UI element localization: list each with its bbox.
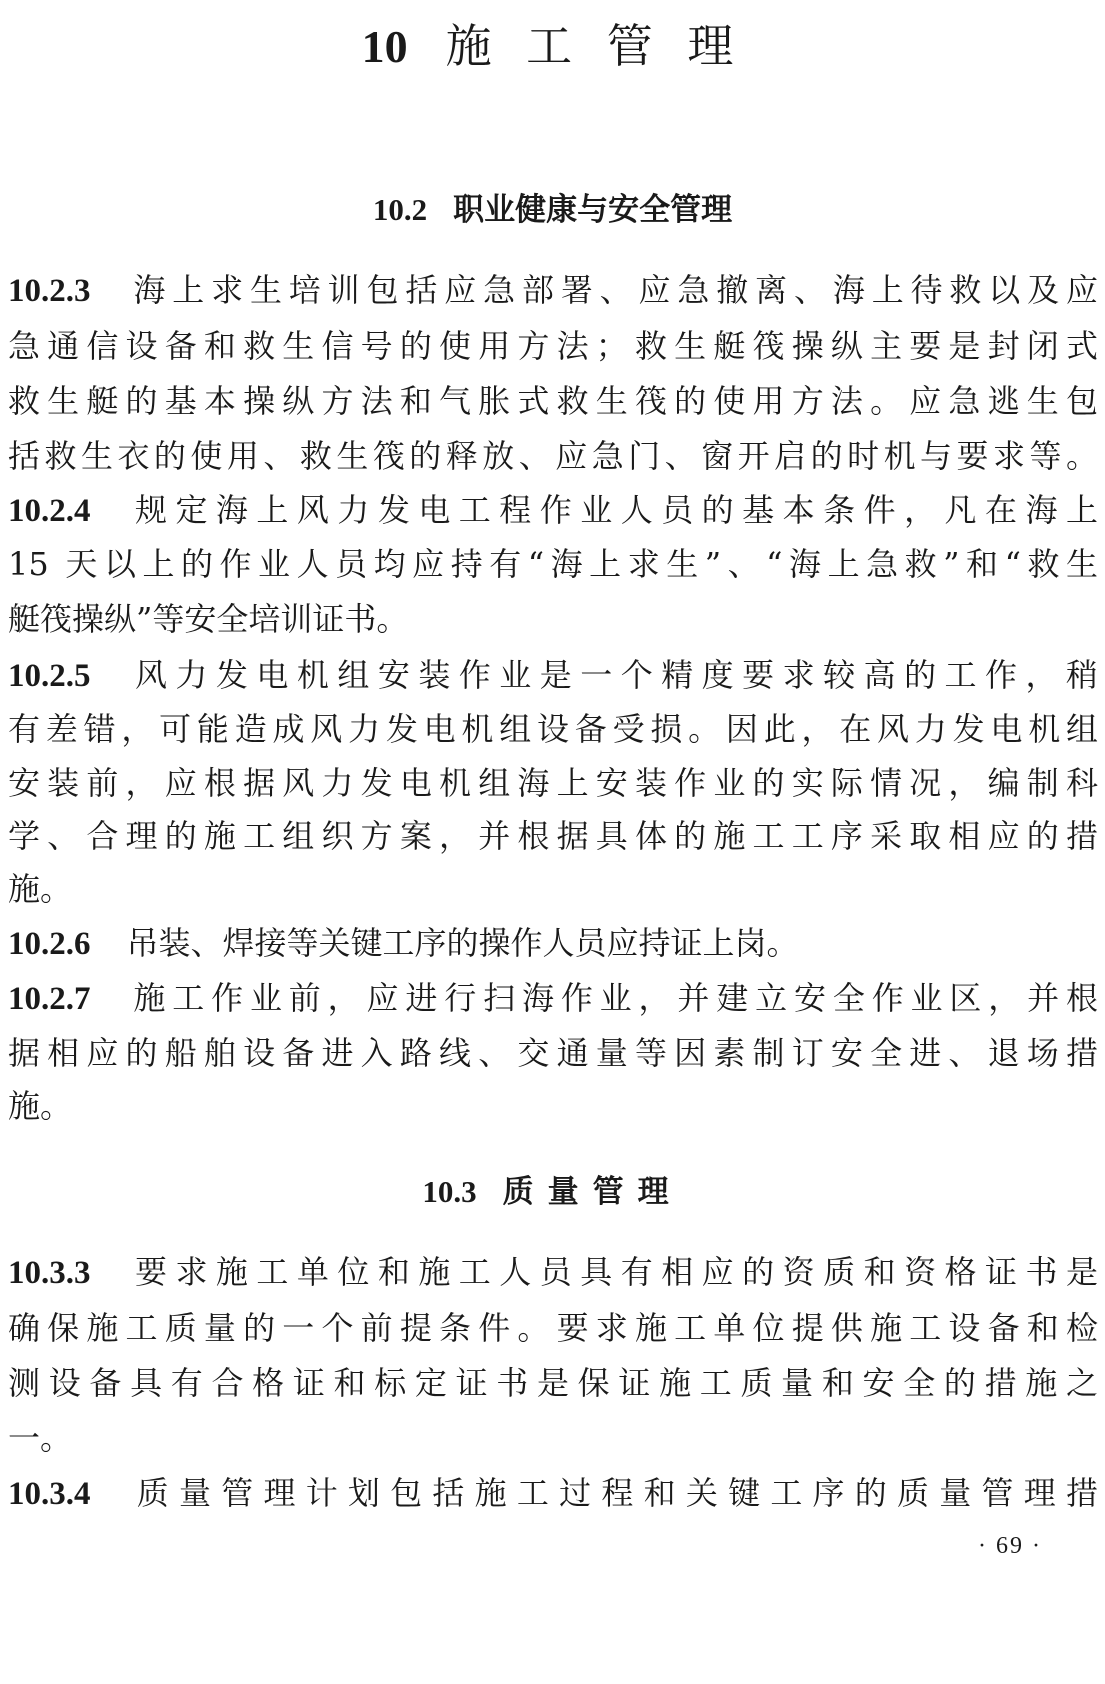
clause-10-2-7-line-1 bbox=[8, 976, 1098, 1021]
section-number: 10.2 bbox=[372, 192, 428, 227]
clause-10-2-4-line-3: 艇筏操纵”等安全培训证书。 bbox=[8, 600, 409, 638]
clause-text: 规定海上风力发电工程作业人员的基本条件，凡在海上 bbox=[126, 491, 1098, 529]
chapter-number: 10 bbox=[361, 21, 408, 72]
clause-10-2-7-line-2: 据相应的船舶设备进入路线、交通量等因素制订安全进、退场措 bbox=[8, 1034, 1098, 1072]
chapter-title bbox=[0, 14, 1105, 79]
section-title: 职业健康与安全管理 bbox=[453, 192, 733, 228]
clause-10-2-4-line-1 bbox=[8, 488, 1098, 533]
clause-10-2-3-line-2: 急通信设备和救生信号的使用方法；救生艇筏操纵主要是封闭式 bbox=[8, 327, 1098, 365]
clause-10-2-5-line-2: 有差错，可能造成风力发电机组设备受损。因此，在风力发电机组 bbox=[8, 710, 1098, 748]
clause-number: 10.2.6 bbox=[8, 926, 91, 962]
clause-10-2-4-line-2: 15 天以上的作业人员均应持有“海上求生”、“海上急救”和“救生 bbox=[8, 545, 1098, 583]
clause-text: 吊装、焊接等关键工序的操作人员应持证上岗。 bbox=[126, 924, 799, 962]
clause-10-3-4-line-1 bbox=[8, 1471, 1098, 1516]
clause-10-2-5-line-1 bbox=[8, 653, 1098, 698]
clause-10-2-6-line-1 bbox=[8, 921, 1098, 966]
clause-10-3-3-line-2: 确保施工质量的一个前提条件。要求施工单位提供施工设备和检 bbox=[8, 1309, 1098, 1347]
clause-number: 10.3.4 bbox=[8, 1476, 91, 1512]
clause-10-2-3-line-4: 括救生衣的使用、救生筏的释放、应急门、窗开启的时机与要求等。 bbox=[8, 437, 1098, 475]
section-title: 质量管理 bbox=[502, 1174, 683, 1210]
clause-number: 10.2.4 bbox=[8, 493, 91, 529]
chapter-title-text: 施 工 管 理 bbox=[445, 19, 744, 73]
clause-number: 10.2.7 bbox=[8, 981, 91, 1017]
clause-number: 10.2.5 bbox=[8, 658, 91, 694]
clause-text: 风力发电机组安装作业是一个精度要求较高的工作，稍 bbox=[126, 656, 1098, 694]
clause-text: 要求施工单位和施工人员具有相应的资质和资格证书是 bbox=[126, 1253, 1098, 1291]
clause-text: 海上求生培训包括应急部署、应急撤离、海上待救以及应 bbox=[126, 271, 1098, 309]
clause-10-2-3-line-1 bbox=[8, 268, 1098, 313]
section-heading-10-2 bbox=[0, 188, 1105, 232]
clause-number: 10.3.3 bbox=[8, 1255, 91, 1291]
page-number: · 69 · bbox=[978, 1533, 1042, 1559]
clause-text: 质量管理计划包括施工过程和关键工序的质量管理措 bbox=[126, 1474, 1098, 1512]
section-heading-10-3 bbox=[0, 1170, 1105, 1214]
clause-10-2-5-line-4: 学、合理的施工组织方案，并根据具体的施工工序采取相应的措 bbox=[8, 817, 1098, 855]
clause-text: 施工作业前，应进行扫海作业，并建立安全作业区，并根 bbox=[126, 979, 1098, 1017]
clause-10-3-3-line-4: 一。 bbox=[8, 1419, 73, 1457]
clause-10-3-3-line-3: 测设备具有合格证和标定证书是保证施工质量和安全的措施之 bbox=[8, 1364, 1098, 1402]
clause-10-2-5-line-3: 安装前，应根据风力发电机组海上安装作业的实际情况，编制科 bbox=[8, 764, 1098, 802]
section-number: 10.3 bbox=[422, 1174, 477, 1209]
clause-10-2-7-line-3: 施。 bbox=[8, 1087, 73, 1125]
clause-10-3-3-line-1 bbox=[8, 1250, 1098, 1295]
clause-10-2-5-line-5: 施。 bbox=[8, 870, 73, 908]
clause-10-2-3-line-3: 救生艇的基本操纵方法和气胀式救生筏的使用方法。应急逃生包 bbox=[8, 382, 1098, 420]
clause-number: 10.2.3 bbox=[8, 273, 91, 309]
